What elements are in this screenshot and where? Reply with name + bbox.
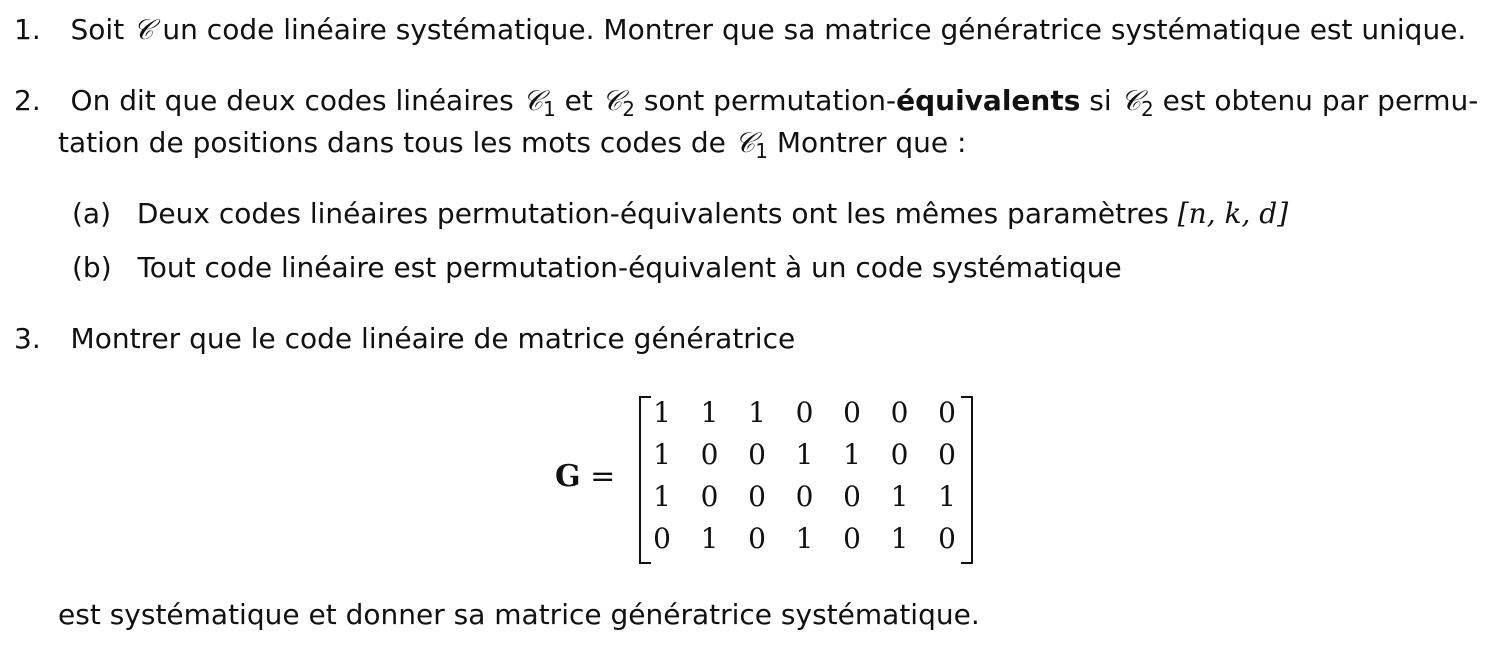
item-1-number: 1.	[14, 13, 41, 46]
matrix-cell: 1	[795, 522, 814, 555]
subitem-a-label: (a)	[72, 197, 112, 230]
matrix-cell: 1	[653, 438, 671, 471]
matrix-cell: 0	[843, 480, 861, 513]
item-2-text-b: et	[555, 84, 602, 117]
item-2-text-e: est obtenu par permu-	[1153, 84, 1479, 117]
code-symbol: 𝒞	[1120, 84, 1141, 117]
item-3-after	[58, 597, 980, 633]
item-3-after-text: est systématique et donner sa matrice génératrice systématique.	[58, 598, 980, 631]
matrix-cell: 0	[700, 438, 719, 471]
matrix-cell: 0	[748, 438, 766, 471]
subscript: 2	[1141, 97, 1154, 121]
subitem-b-label: (b)	[72, 251, 112, 284]
item-2-bold: équivalents	[896, 84, 1081, 117]
matrix-cell: 1	[748, 396, 766, 429]
matrix-cell: 0	[795, 396, 814, 429]
generator-matrix	[555, 396, 985, 566]
item-2-text-f: tation de positions dans tous les mots codes de	[58, 126, 735, 159]
matrix-cell: 0	[653, 522, 671, 555]
matrix-cell: 0	[700, 480, 719, 513]
item-2-line-1	[14, 83, 1478, 119]
matrix-cell: 1	[843, 438, 861, 471]
subscript: 1	[543, 97, 556, 121]
matrix-cell: 1	[938, 480, 956, 513]
matrix-cell: 0	[890, 438, 909, 471]
item-2-text-a: On dit que deux codes linéaires	[70, 84, 523, 117]
matrix-cell: 0	[748, 480, 766, 513]
matrix-cell: 0	[890, 396, 909, 429]
matrix-label: G =	[555, 459, 616, 494]
code-symbol: 𝒞	[522, 84, 544, 117]
matrix-cell: 0	[795, 480, 814, 513]
item-1-text-a: Soit	[70, 13, 134, 46]
matrix-cell: 1	[700, 396, 719, 429]
code-symbol: 𝒞	[734, 126, 756, 159]
item-3	[14, 321, 795, 357]
item-1	[14, 12, 1466, 48]
subitem-a-text: Deux codes linéaires permutation-équivalents ont les mêmes paramètres	[136, 197, 1178, 230]
subitem-a-math: [n, k, d]	[1177, 197, 1289, 230]
matrix-cell: 0	[938, 438, 956, 471]
item-3-text: Montrer que le code linéaire de matrice génératrice	[70, 322, 796, 355]
item-3-number: 3.	[14, 322, 41, 355]
subscript: 2	[622, 97, 635, 121]
subitem-b	[72, 250, 1122, 286]
matrix-cell: 1	[700, 522, 719, 555]
item-1-text-b: un code linéaire systématique. Montrer que sa matrice génératrice systématique est unique.	[153, 13, 1467, 46]
subitem-b-text: Tout code linéaire est permutation-équivalent à un code systématique	[137, 251, 1122, 284]
subitem-a	[72, 196, 1288, 232]
matrix-cell: 0	[843, 396, 861, 429]
matrix-cell: 0	[938, 522, 956, 555]
subscript: 1	[755, 139, 768, 163]
matrix-cell: 1	[653, 396, 671, 429]
code-symbol: 𝒞	[133, 13, 154, 46]
matrix-cell: 1	[653, 480, 671, 513]
matrix-cell: 0	[938, 396, 956, 429]
item-2-line-2	[58, 125, 966, 161]
matrix-cell: 1	[890, 480, 909, 513]
code-symbol: 𝒞	[601, 84, 623, 117]
item-2-text-c: sont permutation-	[634, 84, 897, 117]
matrix-cell: 0	[748, 522, 766, 555]
item-2-text-d: si	[1080, 84, 1121, 117]
right-bracket	[961, 396, 973, 564]
matrix-cell: 0	[843, 522, 861, 555]
matrix-cell: 1	[795, 438, 814, 471]
item-2-number: 2.	[14, 84, 41, 117]
matrix-cell: 1	[890, 522, 909, 555]
item-2-text-g: Montrer que :	[767, 126, 967, 159]
